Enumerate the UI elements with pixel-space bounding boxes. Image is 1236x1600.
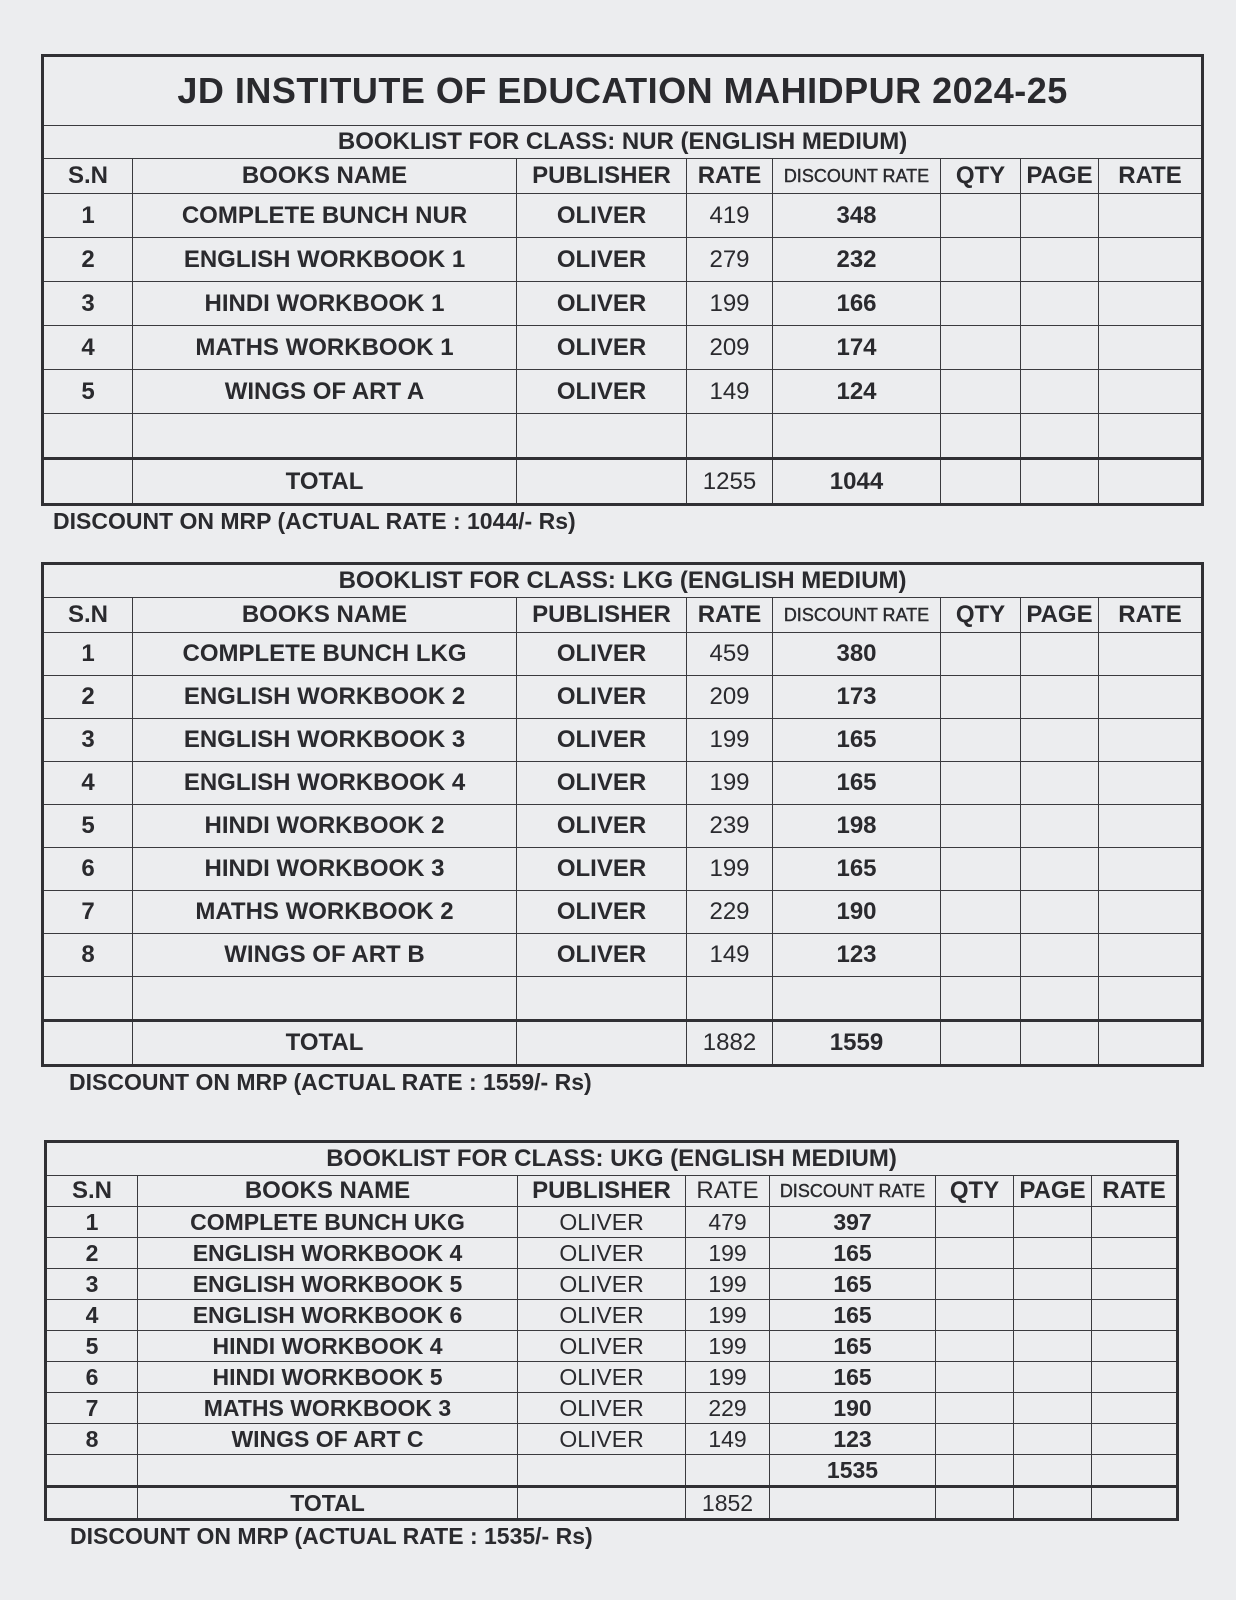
cell-publisher: OLIVER [517, 762, 687, 805]
col-header-qty: QTY [941, 159, 1021, 194]
col-header-book: BOOKS NAME [133, 598, 517, 633]
total-rate: 1255 [687, 459, 773, 505]
cell-qty [941, 762, 1021, 805]
cell-book: COMPLETE BUNCH NUR [133, 194, 517, 238]
cell-rate2 [1099, 891, 1203, 934]
col-header-discount: DISCOUNT RATE [773, 598, 941, 633]
cell-publisher: OLIVER [517, 370, 687, 414]
cell-rate2 [1092, 1238, 1178, 1269]
cell-discount: 232 [773, 238, 941, 282]
cell-book: ENGLISH WORKBOOK 3 [133, 719, 517, 762]
booklist-table [44, 1140, 1179, 1521]
col-header-page: PAGE [1014, 1176, 1092, 1207]
cell-page [1021, 282, 1099, 326]
cell-page [1021, 370, 1099, 414]
cell-publisher: OLIVER [517, 194, 687, 238]
total-label: TOTAL [133, 459, 517, 505]
table-row [43, 326, 1203, 370]
header-row [43, 598, 1203, 633]
col-header-publisher: PUBLISHER [517, 159, 687, 194]
table-row [43, 805, 1203, 848]
cell-publisher: OLIVER [517, 633, 687, 676]
cell-page [1021, 633, 1099, 676]
cell-publisher: OLIVER [518, 1207, 686, 1238]
blank-row [43, 414, 1203, 459]
header-row [46, 1176, 1178, 1207]
table-row [46, 1238, 1178, 1269]
cell-qty [941, 370, 1021, 414]
cell-book: HINDI WORKBOOK 5 [138, 1362, 518, 1393]
cell-sn: 4 [46, 1300, 138, 1331]
cell-rate: 199 [686, 1269, 770, 1300]
cell-rate2 [1099, 326, 1203, 370]
cell-rate2 [1092, 1331, 1178, 1362]
cell-page [1014, 1207, 1092, 1238]
col-header-rate: RATE [687, 598, 773, 633]
cell-page [1021, 238, 1099, 282]
cell-discount: 165 [770, 1238, 936, 1269]
discount-note: DISCOUNT ON MRP (ACTUAL RATE : 1044/- Rs) [53, 508, 576, 534]
cell-publisher: OLIVER [517, 676, 687, 719]
total-rate: 1882 [687, 1021, 773, 1066]
cell-book: MATHS WORKBOOK 3 [138, 1393, 518, 1424]
cell-rate2 [1099, 848, 1203, 891]
cell-page [1014, 1424, 1092, 1455]
cell-book: ENGLISH WORKBOOK 5 [138, 1269, 518, 1300]
cell-rate2 [1092, 1300, 1178, 1331]
cell-rate: 199 [686, 1238, 770, 1269]
col-header-page: PAGE [1021, 159, 1099, 194]
cell-page [1021, 676, 1099, 719]
cell-sn: 8 [43, 934, 133, 977]
col-header-publisher: PUBLISHER [518, 1176, 686, 1207]
cell-sn: 6 [43, 848, 133, 891]
cell-discount: 165 [770, 1362, 936, 1393]
cell-book: WINGS OF ART A [133, 370, 517, 414]
cell-rate: 459 [687, 633, 773, 676]
cell-sn: 6 [46, 1362, 138, 1393]
cell-publisher: OLIVER [517, 282, 687, 326]
cell-page [1014, 1331, 1092, 1362]
cell-book: WINGS OF ART B [133, 934, 517, 977]
cell-rate: 279 [687, 238, 773, 282]
cell-sn: 4 [43, 326, 133, 370]
table-row [46, 1331, 1178, 1362]
cell-discount: 174 [773, 326, 941, 370]
cell-page [1021, 891, 1099, 934]
cell-qty [941, 633, 1021, 676]
col-header-qty: QTY [941, 598, 1021, 633]
cell-discount: 123 [770, 1424, 936, 1455]
cell-sn: 1 [46, 1207, 138, 1238]
cell-publisher: OLIVER [518, 1393, 686, 1424]
cell-discount: 165 [770, 1300, 936, 1331]
cell-discount: 397 [770, 1207, 936, 1238]
cell-page [1021, 719, 1099, 762]
col-header-rate2: RATE [1099, 598, 1203, 633]
blank-row [43, 977, 1203, 1021]
cell-qty [941, 676, 1021, 719]
cell-rate: 229 [686, 1393, 770, 1424]
cell-publisher: OLIVER [517, 848, 687, 891]
blank-row [46, 1455, 1178, 1487]
cell-rate: 239 [687, 805, 773, 848]
col-header-sn: S.N [43, 159, 133, 194]
cell-sn: 3 [43, 719, 133, 762]
cell-sn: 2 [43, 238, 133, 282]
cell-sn: 5 [43, 805, 133, 848]
cell-sn: 1 [43, 194, 133, 238]
table-row [43, 194, 1203, 238]
col-header-qty: QTY [936, 1176, 1014, 1207]
cell-publisher: OLIVER [518, 1238, 686, 1269]
cell-rate: 229 [687, 891, 773, 934]
booklist-table [41, 562, 1204, 1067]
cell-rate: 149 [687, 934, 773, 977]
cell-rate: 199 [687, 282, 773, 326]
table-row [46, 1424, 1178, 1455]
cell-rate2 [1099, 370, 1203, 414]
col-header-rate: RATE [686, 1176, 770, 1207]
cell-qty [936, 1362, 1014, 1393]
cell-qty [936, 1269, 1014, 1300]
table-row [43, 934, 1203, 977]
cell-rate: 199 [686, 1300, 770, 1331]
cell-page [1014, 1238, 1092, 1269]
cell-rate2 [1099, 238, 1203, 282]
cell-publisher: OLIVER [517, 238, 687, 282]
cell-sn: 8 [46, 1424, 138, 1455]
cell-publisher: OLIVER [517, 934, 687, 977]
cell-rate: 479 [686, 1207, 770, 1238]
col-header-publisher: PUBLISHER [517, 598, 687, 633]
cell-publisher: OLIVER [518, 1362, 686, 1393]
blank-row-discount: 1535 [770, 1455, 936, 1487]
cell-qty [936, 1238, 1014, 1269]
col-header-sn: S.N [43, 598, 133, 633]
cell-discount: 123 [773, 934, 941, 977]
cell-book: ENGLISH WORKBOOK 4 [138, 1238, 518, 1269]
cell-discount: 190 [773, 891, 941, 934]
cell-qty [941, 891, 1021, 934]
cell-sn: 5 [46, 1331, 138, 1362]
booklist-nur [41, 54, 1201, 535]
col-header-rate2: RATE [1092, 1176, 1178, 1207]
cell-rate2 [1099, 719, 1203, 762]
cell-page [1014, 1362, 1092, 1393]
discount-note: DISCOUNT ON MRP (ACTUAL RATE : 1535/- Rs) [70, 1523, 593, 1549]
cell-discount: 348 [773, 194, 941, 238]
cell-rate2 [1099, 282, 1203, 326]
cell-rate: 419 [687, 194, 773, 238]
col-header-sn: S.N [46, 1176, 138, 1207]
cell-publisher: OLIVER [518, 1331, 686, 1362]
cell-qty [941, 326, 1021, 370]
cell-rate2 [1099, 805, 1203, 848]
cell-book: ENGLISH WORKBOOK 2 [133, 676, 517, 719]
cell-rate: 199 [686, 1331, 770, 1362]
cell-rate: 149 [687, 370, 773, 414]
cell-page [1014, 1300, 1092, 1331]
cell-book: ENGLISH WORKBOOK 1 [133, 238, 517, 282]
cell-sn: 2 [46, 1238, 138, 1269]
table-row [43, 370, 1203, 414]
cell-rate: 209 [687, 326, 773, 370]
cell-rate: 199 [687, 719, 773, 762]
table-row [43, 719, 1203, 762]
cell-rate2 [1092, 1393, 1178, 1424]
cell-publisher: OLIVER [517, 719, 687, 762]
cell-sn: 7 [46, 1393, 138, 1424]
total-row [43, 1021, 1203, 1066]
cell-sn: 3 [46, 1269, 138, 1300]
cell-discount: 165 [773, 848, 941, 891]
class-heading: BOOKLIST FOR CLASS: LKG (ENGLISH MEDIUM) [43, 564, 1203, 598]
table-row [46, 1207, 1178, 1238]
cell-rate: 199 [686, 1362, 770, 1393]
booklist-table [41, 54, 1204, 506]
col-header-discount: DISCOUNT RATE [773, 159, 941, 194]
cell-sn: 1 [43, 633, 133, 676]
cell-qty [936, 1300, 1014, 1331]
cell-discount: 190 [770, 1393, 936, 1424]
header-row [43, 159, 1203, 194]
col-header-page: PAGE [1021, 598, 1099, 633]
table-row [43, 848, 1203, 891]
col-header-book: BOOKS NAME [138, 1176, 518, 1207]
total-row [43, 459, 1203, 505]
cell-qty [936, 1207, 1014, 1238]
cell-discount: 166 [773, 282, 941, 326]
cell-publisher: OLIVER [518, 1424, 686, 1455]
cell-discount: 124 [773, 370, 941, 414]
cell-page [1021, 805, 1099, 848]
cell-rate2 [1099, 194, 1203, 238]
table-row [46, 1300, 1178, 1331]
cell-book: HINDI WORKBOOK 3 [133, 848, 517, 891]
total-row [46, 1487, 1178, 1520]
cell-qty [941, 194, 1021, 238]
cell-qty [936, 1331, 1014, 1362]
cell-discount: 165 [773, 762, 941, 805]
cell-page [1014, 1269, 1092, 1300]
cell-qty [936, 1424, 1014, 1455]
cell-page [1021, 848, 1099, 891]
table-row [43, 676, 1203, 719]
col-header-rate2: RATE [1099, 159, 1203, 194]
cell-book: ENGLISH WORKBOOK 4 [133, 762, 517, 805]
booklist-ukg [44, 1140, 1176, 1550]
col-header-discount: DISCOUNT RATE [770, 1176, 936, 1207]
cell-qty [941, 719, 1021, 762]
discount-note: DISCOUNT ON MRP (ACTUAL RATE : 1559/- Rs) [69, 1069, 592, 1095]
cell-discount: 198 [773, 805, 941, 848]
cell-rate2 [1099, 934, 1203, 977]
cell-rate2 [1099, 762, 1203, 805]
table-row [46, 1362, 1178, 1393]
table-row [43, 238, 1203, 282]
cell-page [1021, 934, 1099, 977]
table-row [43, 282, 1203, 326]
cell-book: MATHS WORKBOOK 1 [133, 326, 517, 370]
cell-page [1014, 1393, 1092, 1424]
cell-page [1021, 326, 1099, 370]
class-heading: BOOKLIST FOR CLASS: UKG (ENGLISH MEDIUM) [46, 1142, 1178, 1176]
cell-book: COMPLETE BUNCH LKG [133, 633, 517, 676]
total-discount: 1559 [773, 1021, 941, 1066]
cell-book: ENGLISH WORKBOOK 6 [138, 1300, 518, 1331]
cell-publisher: OLIVER [517, 805, 687, 848]
cell-book: HINDI WORKBOOK 1 [133, 282, 517, 326]
total-rate: 1852 [686, 1487, 770, 1520]
table-row [46, 1269, 1178, 1300]
cell-qty [936, 1393, 1014, 1424]
cell-discount: 165 [770, 1269, 936, 1300]
table-row [43, 762, 1203, 805]
cell-book: HINDI WORKBOOK 2 [133, 805, 517, 848]
table-row [46, 1393, 1178, 1424]
cell-discount: 165 [770, 1331, 936, 1362]
cell-book: HINDI WORKBOOK 4 [138, 1331, 518, 1362]
cell-sn: 4 [43, 762, 133, 805]
cell-book: MATHS WORKBOOK 2 [133, 891, 517, 934]
cell-rate2 [1092, 1269, 1178, 1300]
cell-rate: 199 [687, 762, 773, 805]
total-discount [770, 1487, 936, 1520]
cell-rate2 [1099, 633, 1203, 676]
col-header-rate: RATE [687, 159, 773, 194]
table-row [43, 891, 1203, 934]
cell-discount: 165 [773, 719, 941, 762]
cell-rate: 149 [686, 1424, 770, 1455]
cell-qty [941, 934, 1021, 977]
cell-publisher: OLIVER [518, 1269, 686, 1300]
cell-rate2 [1092, 1362, 1178, 1393]
cell-qty [941, 805, 1021, 848]
cell-book: WINGS OF ART C [138, 1424, 518, 1455]
class-heading: BOOKLIST FOR CLASS: NUR (ENGLISH MEDIUM) [43, 126, 1203, 159]
cell-sn: 3 [43, 282, 133, 326]
cell-publisher: OLIVER [518, 1300, 686, 1331]
total-discount: 1044 [773, 459, 941, 505]
cell-publisher: OLIVER [517, 891, 687, 934]
booklist-lkg [41, 562, 1201, 1096]
cell-discount: 173 [773, 676, 941, 719]
cell-page [1021, 762, 1099, 805]
cell-qty [941, 848, 1021, 891]
cell-discount: 380 [773, 633, 941, 676]
page-title: JD INSTITUTE OF EDUCATION MAHIDPUR 2024-25 [43, 56, 1203, 126]
cell-rate: 199 [687, 848, 773, 891]
total-label: TOTAL [138, 1487, 518, 1520]
cell-publisher: OLIVER [517, 326, 687, 370]
cell-rate2 [1092, 1424, 1178, 1455]
total-label: TOTAL [133, 1021, 517, 1066]
col-header-book: BOOKS NAME [133, 159, 517, 194]
cell-qty [941, 238, 1021, 282]
cell-sn: 7 [43, 891, 133, 934]
cell-rate2 [1092, 1207, 1178, 1238]
cell-qty [941, 282, 1021, 326]
table-row [43, 633, 1203, 676]
cell-page [1021, 194, 1099, 238]
cell-sn: 2 [43, 676, 133, 719]
cell-rate2 [1099, 676, 1203, 719]
cell-rate: 209 [687, 676, 773, 719]
cell-sn: 5 [43, 370, 133, 414]
cell-book: COMPLETE BUNCH UKG [138, 1207, 518, 1238]
